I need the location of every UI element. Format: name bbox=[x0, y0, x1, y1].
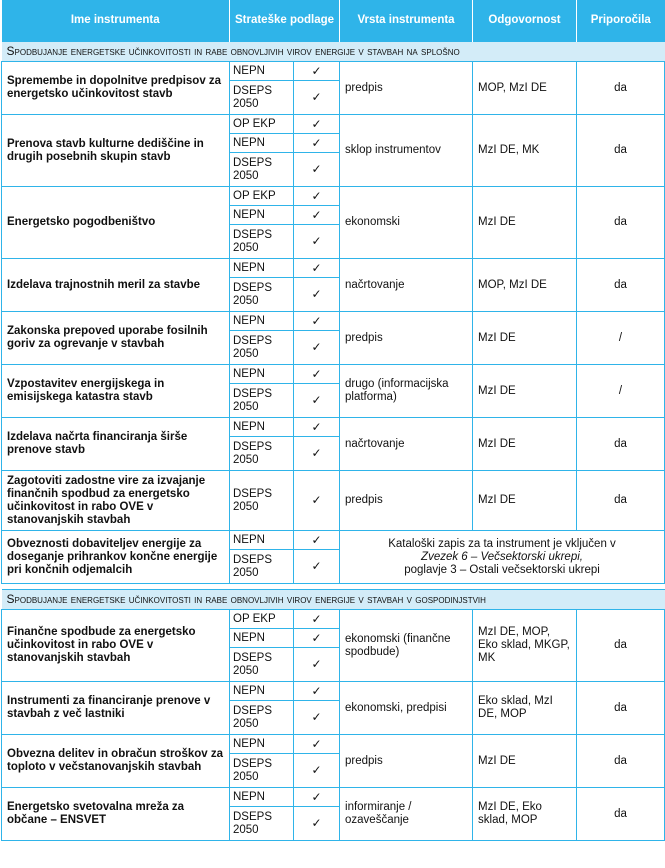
check-mark: ✓ bbox=[294, 701, 340, 735]
instrument-type: ekonomski, predpisi bbox=[340, 682, 473, 735]
table-row bbox=[2, 735, 665, 754]
table-row bbox=[2, 682, 665, 701]
check-mark: ✓ bbox=[294, 629, 340, 648]
header-name: Ime instrumenta bbox=[2, 0, 230, 42]
recommendation: / bbox=[577, 365, 665, 418]
instrument-type: ekonomski (finančne spodbude) bbox=[340, 610, 473, 682]
section-title: Spodbujanje energetske učinkovitosti in rabe obnovljivih virov energije v stavbah na splošno bbox=[2, 42, 665, 62]
instrument-name: Vzpostavitev energijskega in emisijskega katastra stavb bbox=[2, 365, 230, 418]
instrument-type: sklop instrumentov bbox=[340, 115, 473, 187]
note-line-1: Kataloški zapis za ta instrument je vključen v bbox=[388, 537, 616, 550]
responsibility: MzI DE bbox=[473, 187, 577, 259]
strategic-document: NEPN bbox=[230, 629, 294, 648]
strategic-document: NEPN bbox=[230, 735, 294, 754]
strategic-document: DSEPS 2050 bbox=[230, 807, 294, 841]
table-row bbox=[2, 471, 665, 531]
strategic-document: DSEPS 2050 bbox=[230, 331, 294, 365]
instrument-type: ekonomski bbox=[340, 187, 473, 259]
header-strategic: Strateške podlage bbox=[230, 0, 340, 42]
responsibility: MzI DE, Eko sklad, MOP bbox=[473, 788, 577, 841]
table-row bbox=[2, 187, 665, 206]
instrument-name: Obveznosti dobaviteljev energije za doseganje prihrankov končne energije pri končnih odjemalcih bbox=[2, 531, 230, 584]
check-mark: ✓ bbox=[294, 115, 340, 134]
table-row bbox=[2, 62, 665, 81]
section-title: Spodbujanje energetske učinkovitosti in rabe obnovljivih virov energije v stavbah v gospodinjstvih bbox=[2, 590, 665, 610]
check-mark: ✓ bbox=[294, 187, 340, 206]
responsibility: MzI DE bbox=[473, 418, 577, 471]
check-mark: ✓ bbox=[294, 807, 340, 841]
check-mark: ✓ bbox=[294, 788, 340, 807]
table-header-row bbox=[2, 0, 665, 42]
note-line-3: poglavje 3 – Ostali večsektorski ukrepi bbox=[404, 563, 600, 576]
strategic-document: NEPN bbox=[230, 259, 294, 278]
strategic-document: NEPN bbox=[230, 788, 294, 807]
strategic-document: NEPN bbox=[230, 312, 294, 331]
table-row bbox=[2, 418, 665, 437]
instrument-type: informiranje / ozaveščanje bbox=[340, 788, 473, 841]
table-row bbox=[2, 259, 665, 278]
instrument-type: predpis bbox=[340, 735, 473, 788]
strategic-document: DSEPS 2050 bbox=[230, 550, 294, 584]
check-mark: ✓ bbox=[294, 206, 340, 225]
recommendation: da bbox=[577, 735, 665, 788]
table-row bbox=[2, 610, 665, 629]
check-mark: ✓ bbox=[294, 365, 340, 384]
strategic-document: DSEPS 2050 bbox=[230, 81, 294, 115]
strategic-document: NEPN bbox=[230, 62, 294, 81]
instrument-name: Prenova stavb kulturne dediščine in drugih posebnih skupin stavb bbox=[2, 115, 230, 187]
check-mark: ✓ bbox=[294, 225, 340, 259]
strategic-document: NEPN bbox=[230, 418, 294, 437]
instrument-name: Izdelava trajnostnih meril za stavbe bbox=[2, 259, 230, 312]
instrument-name: Spremembe in dopolnitve predpisov za energetsko učinkovitost stavb bbox=[2, 62, 230, 115]
check-mark: ✓ bbox=[294, 682, 340, 701]
strategic-document: OP EKP bbox=[230, 115, 294, 134]
instrument-name: Energetsko svetovalna mreža za občane – ENSVET bbox=[2, 788, 230, 841]
check-mark: ✓ bbox=[294, 62, 340, 81]
responsibility: MzI DE bbox=[473, 735, 577, 788]
recommendation: da bbox=[577, 187, 665, 259]
instrument-name: Energetsko pogodbeništvo bbox=[2, 187, 230, 259]
strategic-document: NEPN bbox=[230, 682, 294, 701]
strategic-document: DSEPS 2050 bbox=[230, 648, 294, 682]
strategic-document: NEPN bbox=[230, 531, 294, 550]
responsibility: MzI DE bbox=[473, 365, 577, 418]
instrument-type: predpis bbox=[340, 312, 473, 365]
strategic-document: NEPN bbox=[230, 134, 294, 153]
check-mark: ✓ bbox=[294, 735, 340, 754]
check-mark: ✓ bbox=[294, 331, 340, 365]
strategic-document: DSEPS 2050 bbox=[230, 471, 294, 531]
header-type: Vrsta instrumenta bbox=[340, 0, 473, 42]
check-mark: ✓ bbox=[294, 153, 340, 187]
responsibility: MzI DE bbox=[473, 471, 577, 531]
table-row bbox=[2, 312, 665, 331]
recommendation: da bbox=[577, 418, 665, 471]
instruments-table bbox=[1, 0, 665, 841]
instrument-name: Finančne spodbude za energetsko učinkovitost in rabo OVE v stanovanjskih stavbah bbox=[2, 610, 230, 682]
check-mark: ✓ bbox=[294, 550, 340, 584]
responsibility: MzI DE, MOP, Eko sklad, MKGP, MK bbox=[473, 610, 577, 682]
check-mark: ✓ bbox=[294, 471, 340, 531]
note-line-2: Zvezek 6 – Večsektorski ukrepi, bbox=[421, 550, 583, 563]
check-mark: ✓ bbox=[294, 312, 340, 331]
instrument-name: Zagotoviti zadostne vire za izvajanje finančnih spodbud za energetsko učinkovitost in rabo OVE v stanovanjskih stavbah bbox=[2, 471, 230, 531]
recommendation: da bbox=[577, 259, 665, 312]
responsibility: MOP, MzI DE bbox=[473, 62, 577, 115]
check-mark: ✓ bbox=[294, 418, 340, 437]
strategic-document: OP EKP bbox=[230, 187, 294, 206]
strategic-document: DSEPS 2050 bbox=[230, 384, 294, 418]
table-row bbox=[2, 531, 665, 550]
strategic-document: NEPN bbox=[230, 206, 294, 225]
instrument-name: Zakonska prepoved uporabe fosilnih goriv za ogrevanje v stavbah bbox=[2, 312, 230, 365]
recommendation: da bbox=[577, 471, 665, 531]
strategic-document: DSEPS 2050 bbox=[230, 153, 294, 187]
recommendation: da bbox=[577, 610, 665, 682]
strategic-document: DSEPS 2050 bbox=[230, 225, 294, 259]
check-mark: ✓ bbox=[294, 531, 340, 550]
table-row bbox=[2, 365, 665, 384]
strategic-document: DSEPS 2050 bbox=[230, 437, 294, 471]
check-mark: ✓ bbox=[294, 384, 340, 418]
check-mark: ✓ bbox=[294, 134, 340, 153]
recommendation: da bbox=[577, 62, 665, 115]
strategic-document: OP EKP bbox=[230, 610, 294, 629]
strategic-document: DSEPS 2050 bbox=[230, 754, 294, 788]
strategic-document: DSEPS 2050 bbox=[230, 701, 294, 735]
check-mark: ✓ bbox=[294, 610, 340, 629]
recommendation: / bbox=[577, 312, 665, 365]
recommendation: da bbox=[577, 115, 665, 187]
responsibility: MzI DE bbox=[473, 312, 577, 365]
strategic-document: DSEPS 2050 bbox=[230, 278, 294, 312]
responsibility: MOP, MzI DE bbox=[473, 259, 577, 312]
header-recommendations: Priporočila bbox=[577, 0, 665, 42]
instrument-type: drugo (informacijska platforma) bbox=[340, 365, 473, 418]
instrument-name: Instrumenti za financiranje prenove v stavbah z več lastniki bbox=[2, 682, 230, 735]
check-mark: ✓ bbox=[294, 754, 340, 788]
table-row bbox=[2, 788, 665, 807]
check-mark: ✓ bbox=[294, 648, 340, 682]
responsibility: Eko sklad, MzI DE, MOP bbox=[473, 682, 577, 735]
header-responsibility: Odgovornost bbox=[473, 0, 577, 42]
check-mark: ✓ bbox=[294, 259, 340, 278]
instrument-type: predpis bbox=[340, 471, 473, 531]
instrument-name: Izdelava načrta financiranja širše prenove stavb bbox=[2, 418, 230, 471]
section-row bbox=[2, 590, 665, 610]
check-mark: ✓ bbox=[294, 81, 340, 115]
check-mark: ✓ bbox=[294, 278, 340, 312]
table-row bbox=[2, 115, 665, 134]
instrument-type: načrtovanje bbox=[340, 259, 473, 312]
catalog-note bbox=[340, 531, 665, 584]
recommendation: da bbox=[577, 682, 665, 735]
instrument-type: načrtovanje bbox=[340, 418, 473, 471]
recommendation: da bbox=[577, 788, 665, 841]
strategic-document: NEPN bbox=[230, 365, 294, 384]
section-row bbox=[2, 42, 665, 62]
check-mark: ✓ bbox=[294, 437, 340, 471]
responsibility: MzI DE, MK bbox=[473, 115, 577, 187]
instrument-type: predpis bbox=[340, 62, 473, 115]
instrument-name: Obvezna delitev in obračun stroškov za toploto v večstanovanjskih stavbah bbox=[2, 735, 230, 788]
